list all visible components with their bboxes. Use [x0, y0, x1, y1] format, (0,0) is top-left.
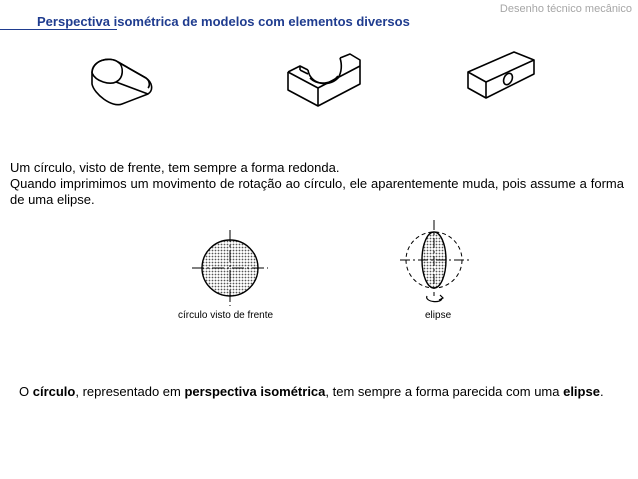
note-text-4: .: [599, 384, 604, 399]
header-subject: Desenho técnico mecânico: [499, 3, 632, 15]
page-title: Perspectiva isométrica de modelos com elementos diversos: [37, 14, 410, 29]
note-term-isometric: perspectiva isométrica: [184, 384, 326, 399]
ellipse-drawing: [396, 216, 476, 306]
note-term-circle: círculo: [32, 384, 76, 399]
note-text-1: O: [19, 384, 33, 399]
ellipse-caption: elipse: [425, 310, 452, 321]
note-term-ellipse: elipse: [563, 384, 600, 399]
title-underline: [0, 29, 117, 30]
rounded-bar-drawing: [82, 48, 162, 108]
intro-line-1: Um círculo, visto de frente, tem sempre a forma redonda.: [10, 160, 340, 175]
conclusion-note: [19, 383, 619, 400]
circle-front-drawing: [190, 228, 270, 308]
block-hole-drawing: [462, 48, 542, 108]
note-text-2: , representado em: [75, 384, 185, 399]
block-cut-drawing: [280, 42, 370, 112]
note-text-3: , tem sempre a forma parecida com uma: [325, 384, 564, 399]
circle-caption: círculo visto de frente: [178, 310, 274, 321]
intro-line-2: Quando imprimimos um movimento de rotação ao círculo, ele aparentemente muda, pois assume a forma de uma elipse.: [10, 176, 624, 207]
